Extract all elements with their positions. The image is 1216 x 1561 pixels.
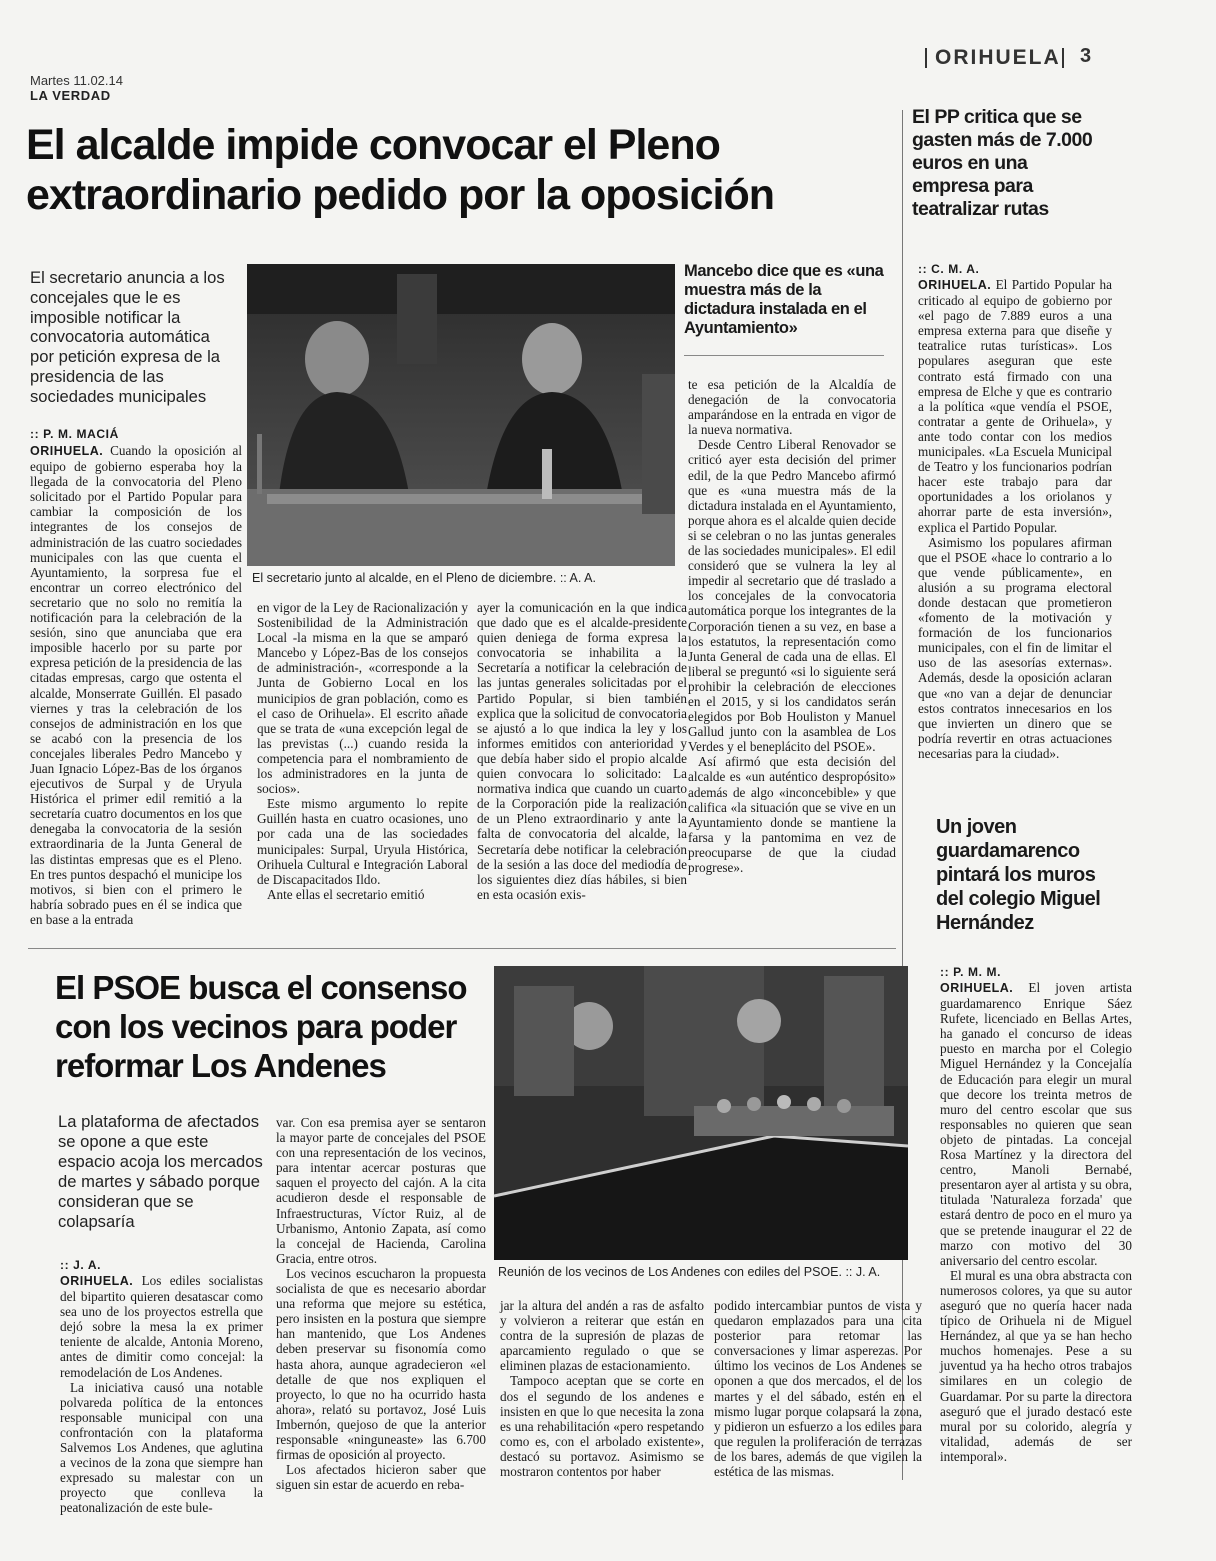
joven-body: [940, 980, 1132, 1492]
psoe-column-2: [276, 1115, 486, 1510]
mancebo-subheadline: Mancebo dice que es «una muestra más de la dictadura instalada en el Ayuntamiento»: [684, 262, 884, 337]
main-col4-p2: Desde Centro Liberal Renovador se criticó ayer esta decisión del primer edil, de la que Pedro Mancebo afirmó que es «una muestra más de la dictadura instalada en el Ayuntamiento, porque ahora es el alcalde quien decide si se celebran o no las juntas generales de las sociedades municipales». El edil consideró que se vulnera la ley al impedir al secretario que dé traslado a los concejales de la convocatoria automática porque los integrantes de la Corporación tienen a su vez, en base a los estatutos, la representación como Junta General de cada una de ellas. El liberal se preguntó «si lo siguiente será prohibir la celebración de elecciones en el 2015, y si los candidatos serán elegidos por Bob Houliston y Manuel Gallud junto con la asamblea de Los Verdes y el beneplácito del PSOE».: [688, 437, 896, 755]
psoe-headline: El PSOE busca el consenso con los vecinos para poder reformar Los Andenes: [55, 969, 467, 1084]
main-place: ORIHUELA.: [30, 444, 104, 458]
pp-place: ORIHUELA.: [918, 278, 992, 292]
paper-name: LA VERDAD: [30, 88, 111, 103]
main-photo-image: [247, 264, 675, 566]
main-column-1: [30, 443, 242, 933]
main-byline: :: P. M. MACIÁ: [30, 427, 119, 441]
mancebo-rule: [684, 355, 884, 356]
psoe-byline: :: J. A.: [60, 1258, 102, 1272]
joven-headline: Un joven guardamarenco pintará los muros del colegio Miguel Hernández: [936, 816, 1101, 934]
issue-date: Martes 11.02.14: [30, 73, 123, 88]
section-divider-right: [1062, 48, 1064, 68]
psoe-place: ORIHUELA.: [60, 1274, 134, 1288]
psoe-col2-p1: var. Con esa premisa ayer se sentaron la mayor parte de concejales del PSOE con una representación de los vecinos, para intentar acercar posturas que saquen el proyecto del cajón. A la cita acudieron desde el responsable de Infraestructuras, Víctor Ruiz, al de Urbanismo, Antonio Zapata, así como la concejal de Hacienda, Carolina Gracia, entre otros.: [276, 1115, 486, 1266]
psoe-photo-image: [494, 966, 908, 1260]
pp-body: [918, 277, 1112, 797]
psoe-col1-p2: La iniciativa causó una notable polvareda política de la entonces responsable municipal con una confrontación con la plataforma Salvemos Los Andenes, que aglutina a vecinos de la zona que siempre han expresado su malestar con un proyecto que conlleva la peatonalización de este bule-: [60, 1379, 263, 1516]
psoe-col3-p2: Tampoco aceptan que se corte en dos el segundo de los andenes e insisten en que lo que necesita la zona es una rehabilitación «pero respetando como es, con el arbolado existente», destacó su portavoz. Asimismo se mostraron contentos por haber: [500, 1373, 704, 1480]
main-col2-p1: en vigor de la Ley de Racionalización y Sostenibilidad de la Administración Local -la misma en la que se amparó Mancebo y López-Bas de los consejos de administración-, «corresponde a la Junta de Gobierno Local en los municipios de gran población, como es el caso de Orihuela». El escrito añade que se trata de «una excepción legal de las previstas (...) cuando resida la competencia para el nombramiento de los administradores en la junta de socios».: [257, 600, 468, 797]
main-headline-line1: El alcalde impide convocar el Pleno: [26, 121, 720, 169]
page-number: 3: [1080, 45, 1092, 67]
main-col1-text: Cuando la oposición al equipo de gobierno esperaba hoy la llegada de la convocatoria del Pleno solicitado por el Partido Popular para cambiar la composición de los integrantes de los consejos de administración de las cuatro sociedades municipales con las que cuenta el Ayuntamiento, la sorpresa fue el encontrar un correo electrónico del secretario que no solo no remitía la notificación para la celebración de la sesión, sino que anunciaba que era imposible hacerlo por su parte por expresa petición de la presidencia de las citadas empresas, cargo que ostenta el alcalde, Monserrate Guillén. El pasado viernes y tras la celebración de los consejos de administración en los que se acabó con la presencia de los concejales liberales Pedro Mancebo y Juan Ignacio López-Bas de los órganos ejecutivos de Surpal y de Uryula Histórica el primer edil remitió a la secretaría cuatro documentos en los que denegaba la convocatoria de la sesión extraordinaria de la Junta General de las distintas empresas que es el Pleno. En tres puntos despachó el municipe los motivos, si bien con el primero le habría sobrado pues en él se indica que en base a la entrada: [30, 443, 243, 927]
psoe-col4-p1: podido intercambiar puntos de vista y quedaron emplazados para una cita posterior para retomar las conversaciones y limar asperezas. Por último los vecinos de Los Andenes se oponen a que dos mercados, el de los martes y el del sábado, estén en el mismo lugar porque colapsará la zona, y pidieron un esfuerzo a los ediles para que regulen la proliferación de terrazas de los bares, además de que vigilen la estética de las mismas.: [714, 1298, 922, 1480]
main-col4-p3: Así afirmó que esta decisión del alcalde es «un auténtico despropósito» además de algo «inconcebible» y que califica «la situación que se vive en un Ayuntamiento donde se mantiene la farsa y la pantomima en vez de preocuparse de que la ciudad progrese».: [688, 754, 896, 875]
psoe-photo: [494, 966, 908, 1260]
section-header: [925, 44, 1105, 72]
psoe-column-1: [60, 1273, 264, 1516]
main-photo-caption: El secretario junto al alcalde, en el Pleno de diciembre. :: A. A.: [252, 571, 596, 585]
joven-byline: :: P. M. M.: [940, 965, 1002, 979]
joven-p2: El mural es una obra abstracta con numerosos colores, ya que su autor aseguró que no quería hacer nada típico de Orihuela ni de Miguel Hernández, al que ya se han hecho muchos homenajes. Pese a su juventud ya ha hecho otros trabajos similares en un colegio de Guardamar. Por su parte la directora aseguró que el jurado destacó este mural por su colorido, alegría y vitalidad, además de ser intemporal».: [940, 1267, 1132, 1464]
main-headline-line2: extraordinario pedido por la oposición: [26, 171, 775, 219]
section-divider: [925, 48, 927, 68]
psoe-col2-p3: Los afectados hicieron saber que siguen sin estar de acuerdo en reba-: [276, 1462, 486, 1493]
psoe-col1-p1: Los ediles socialistas del bipartito quieren desatascar como sea uno de los proyectos estrella que dejó sobre la mesa la ex primer teniente de alcalde, Antonia Moreno, antes de dimitir como concejal: la remodelación de Los Andenes.: [60, 1273, 264, 1380]
main-column-4: [688, 377, 896, 917]
psoe-photo-caption: Reunión de los vecinos de Los Andenes con ediles del PSOE. :: J. A.: [498, 1265, 881, 1279]
main-col2-p2: Este mismo argumento lo repite Guillén hasta en cuatro ocasiones, uno por cada una de las sociedades municipales: Surpal, Uryula Histórica, Orihuela Cultural e Integración Laboral de Discapacitados Ildo.: [257, 796, 468, 887]
joven-p1: El joven artista guardamarenco Enrique Sáez Rufete, licenciado en Bellas Artes, ha ganado el concurso de ideas puesto en marcha por el Colegio Miguel Hernández y la Concejalía de Educación para elegir un mural que decore los treinta metros de muro del centro escolar que sus responsables no quieren que sean objeto de pintadas. La concejal Rosa Martínez y la directora del centro, Manoli Bernabé, presentaron ayer al artista y su obra, titulada 'Naturaleza forzada' que estará dentro de poco en el muro ya que se pretende inaugurar el 22 de marzo con motivo del 30 aniversario del centro escolar.: [940, 980, 1132, 1268]
main-photo: [247, 264, 675, 566]
main-col3-text: ayer la comunicación en la que indica que dado que es el alcalde-presidente quien deniega de forma expresa la convocatoria se inhabilita a la Secretaría a notificar la celebración de las juntas generales solicitadas por el Partido Popular, si bien también explica que la solicitud de convocatoria se ajustó a lo que indica la ley y los informes emitidos con anterioridad y que debía haber sido el propio alcalde quien convocara lo solicitado: La normativa indica que cuando un cuarto de la Corporación pide la realización de un Pleno extraordinario y ante la falta de convocatoria del alcalde, la Secretaría debe notificar la celebración de la sesión a las doce del mediodía de los siguientes diez días hábiles, si bien en esta ocasión exis-: [477, 600, 687, 902]
psoe-top-rule: [28, 948, 896, 949]
psoe-col3-p1: jar la altura del andén a ras de asfalto y volvieron a reiterar que están en contra de la supresión de plazas de aparcamiento regulado o que se eliminen plazas de estacionamiento.: [500, 1298, 704, 1374]
psoe-column-4: [714, 1298, 922, 1508]
pp-byline: :: C. M. A.: [918, 262, 980, 276]
psoe-column-3: [500, 1298, 704, 1508]
main-col4-p1: te esa petición de la Alcaldía de denegación de la convocatoria amparándose en la entrada en vigor de la nueva normativa.: [688, 377, 896, 438]
pp-p1: El Partido Popular ha criticado al equipo de gobierno por «el pago de 7.889 euros a una empresa externa para que diseñe y teatralice rutas turísticas». Los populares aseguran que este contrato está firmado con una empresa de Elche y que es contrario a la política «que vendía el PSOE, contratar a gente de Orihuela», y ante todo contar con los medios municipales. «La Escuela Municipal de Teatro y los funcionarios podrían hacer este trabajo para dar oportunidades a los oriolanos y ahorrar parte de esta inversión», explica el Partido Popular.: [918, 277, 1112, 535]
main-headline: [26, 120, 896, 220]
main-column-3: [477, 600, 687, 932]
psoe-col2-p2: Los vecinos escucharon la propuesta socialista de que es necesario abordar una reforma que mejore su estética, pero insisten en la postura que siempre han mantenido, que Los Andenes deben preservar su fisonomía como hasta ahora, aunque agradecieron «el detalle de que nos expliquen el proyecto, lo que no ha ocurrido hasta ahora», relató su portavoz, José Luis Imbernón, quejoso de que la anterior responsable «ninguneaste» las 6.700 firmas de oposición al proyecto.: [276, 1265, 486, 1463]
pp-p2: Asimismo los populares afirman que el PSOE «hace lo contrario a lo que vende públicamente», en alusión a su programa electoral donde destacan que prometieron «fomento de la motivación y formación de los funcionarios municipales, con el fin de limitar el uso de las asesorías externas». Además, desde la oposición aclaran que «no van a dejar de denunciar estos contratos innecesarios en los que invierten un dinero que se podría revertir en otras actuaciones necesarias para la ciudad».: [918, 534, 1112, 761]
psoe-dek: La plataforma de afectados se opone a que este espacio acoja los mercados de martes y sábado porque consideran que se colapsaría: [58, 1112, 263, 1231]
pp-headline: El PP critica que se gasten más de 7.000 euros en una empresa para teatralizar rutas: [912, 106, 1093, 220]
main-col2-p3: Ante ellas el secretario emitió: [267, 886, 425, 902]
main-dek: El secretario anuncia a los concejales que le es imposible notificar la convocatoria automática por petición expresa de la presidencia de las sociedades municipales: [30, 268, 225, 406]
main-column-2: [257, 600, 468, 932]
joven-place: ORIHUELA.: [940, 981, 1014, 995]
section-name: ORIHUELA: [935, 46, 1061, 69]
